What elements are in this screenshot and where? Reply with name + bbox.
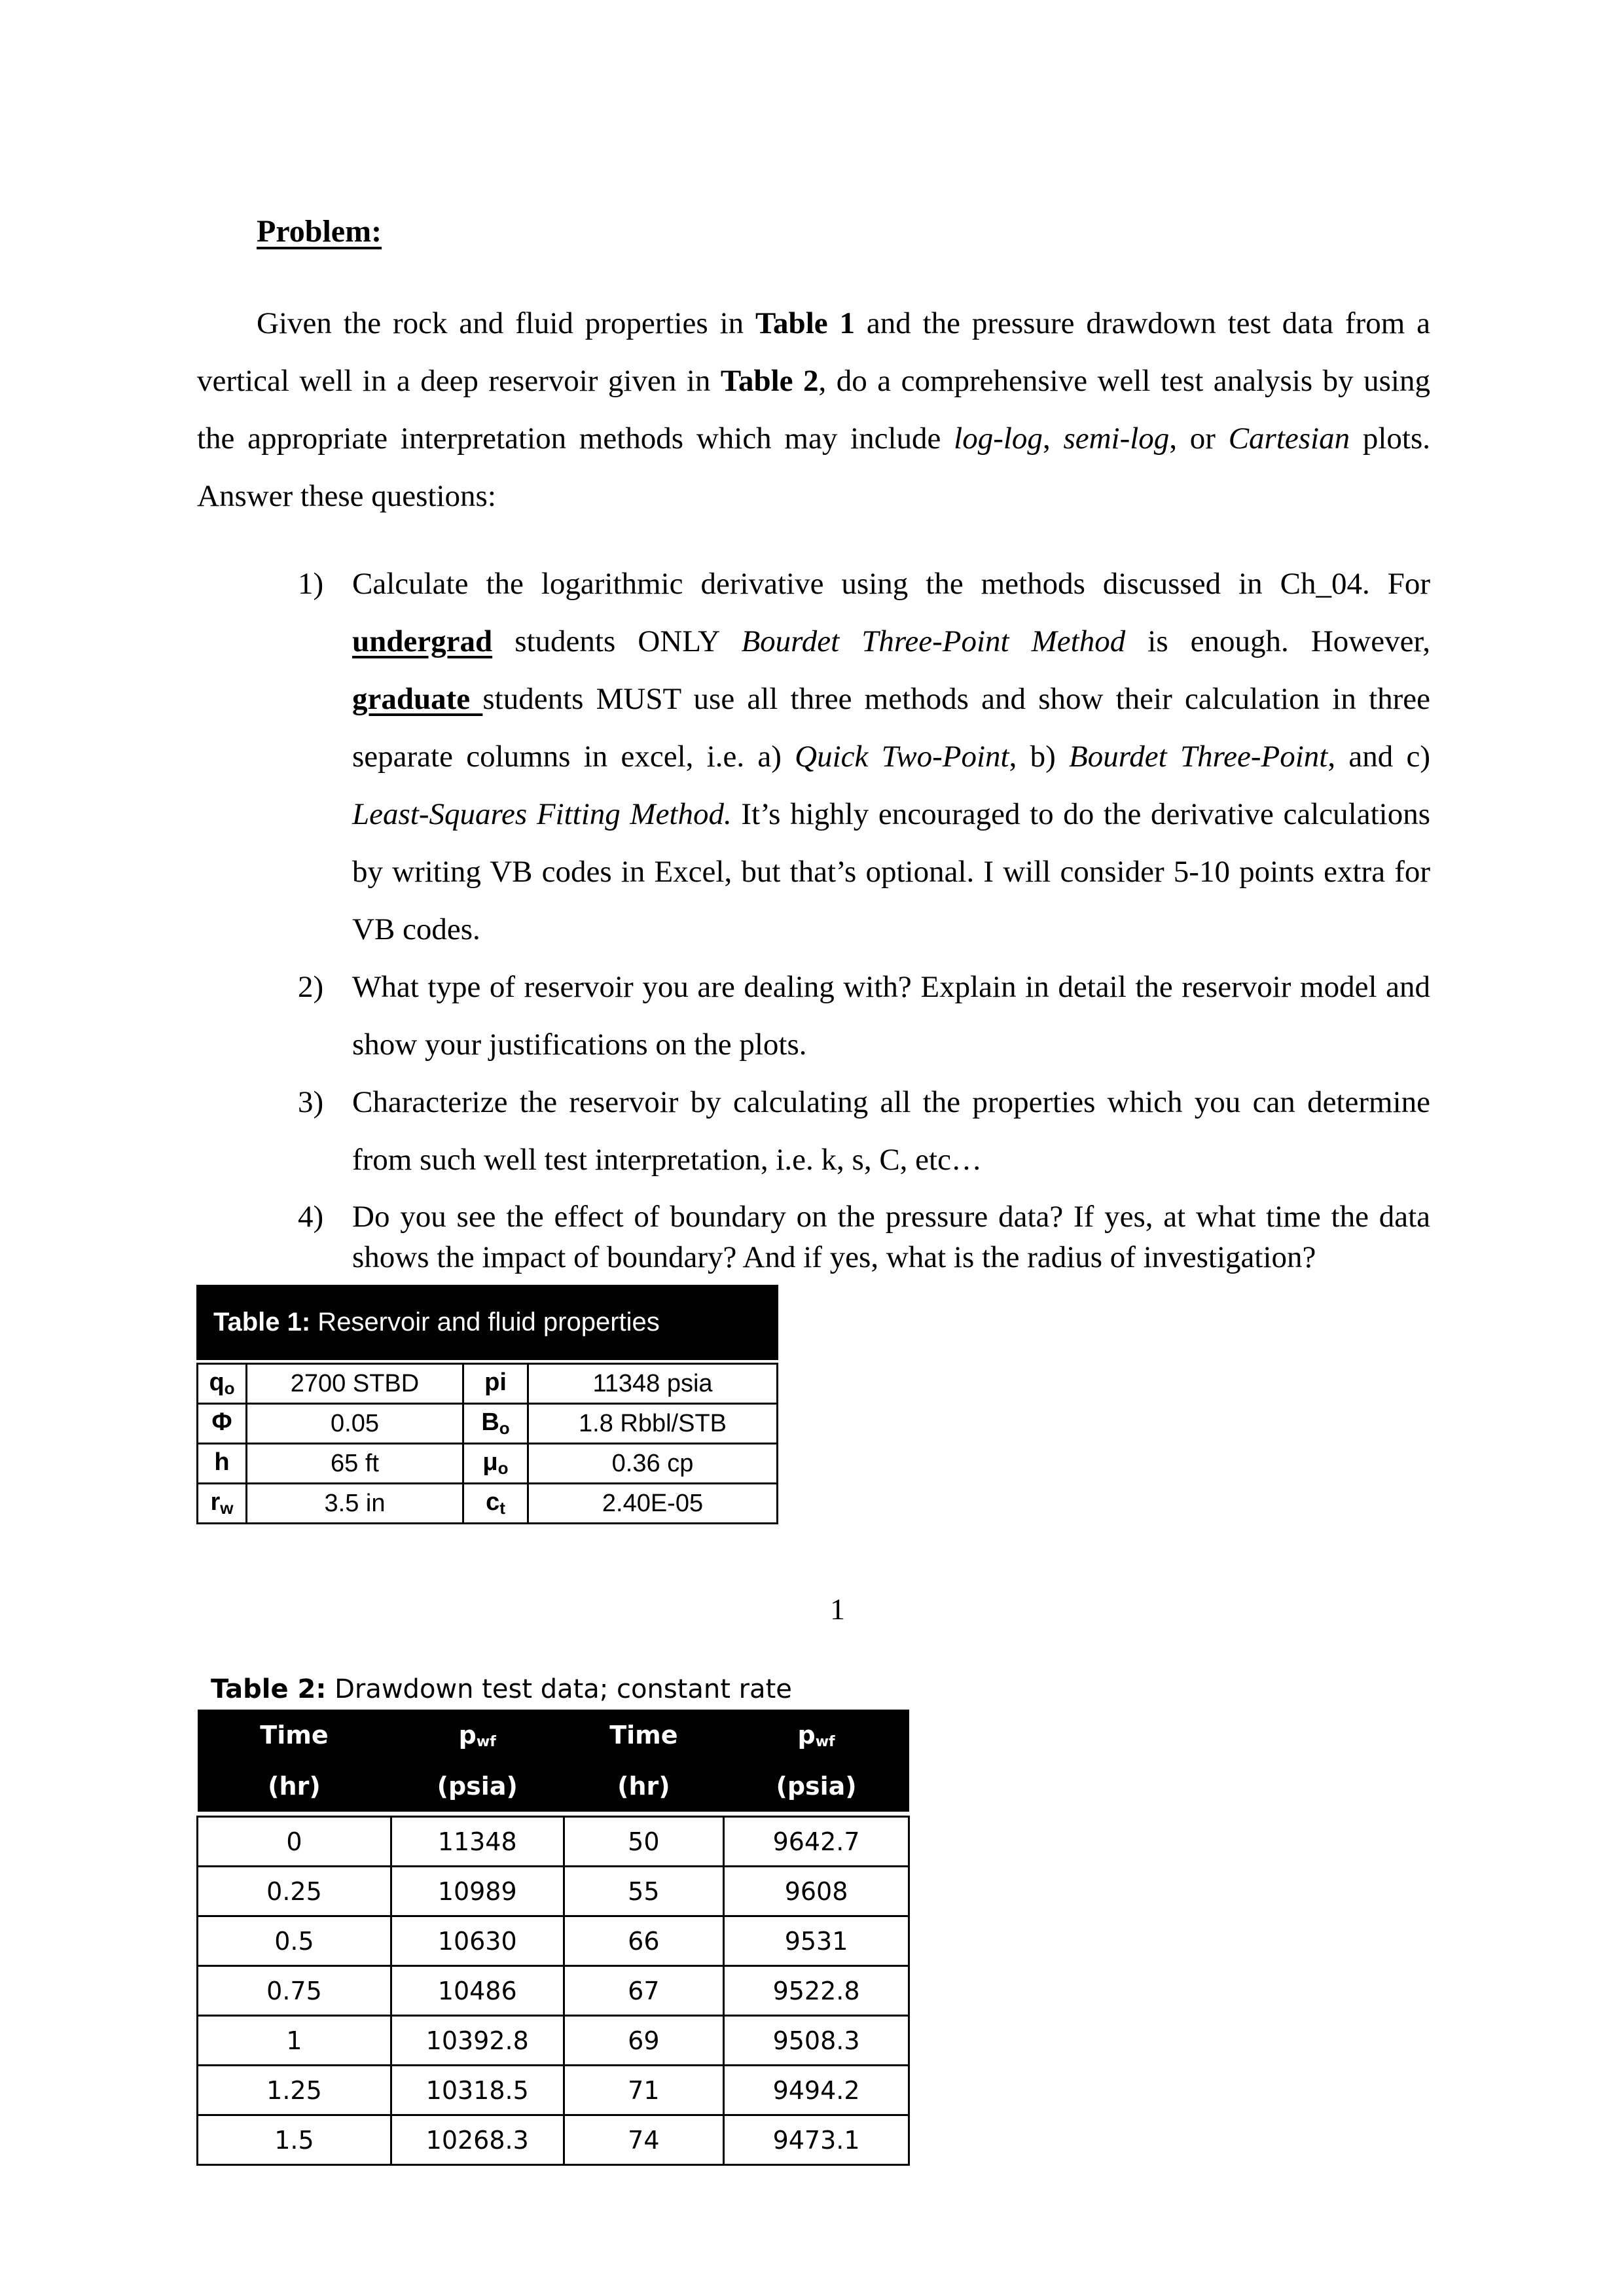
intro-paragraph: Given the rock and fluid properties in Table 1 and the pressure drawdown test data from a vertical well in a deep reservoir given in Table 2, do a comprehensive well test analysis by using the appropriate interpretation methods which may include log-log, semi-log, or Cartesian plots. Answer these questions: bbox=[197, 306, 1431, 513]
table-row: 0.5 10630 66 9531 bbox=[198, 1916, 909, 1966]
undergrad-emphasis: undergrad bbox=[352, 624, 493, 658]
graduate-emphasis: graduate bbox=[352, 682, 483, 716]
table-row: h 65 ft $\mu_o$ 0.36 cp bbox=[198, 1444, 778, 1484]
question-list bbox=[298, 555, 1430, 1278]
table-row: 1.25 10318.5 71 9494.2 bbox=[198, 2066, 909, 2115]
question-4: 4) Do you see the effect of boundary on the pressure data? If yes, at what time the data shows the impact of boundary? And if yes, what is the radius of investigation? bbox=[298, 1200, 1430, 1274]
question-1: 1) Calculate the logarithmic derivative using the methods discussed in Ch_04. For undergrad students ONLY Bourdet Three-Point Method is enough. However, graduate students MUST use all three methods and show their calculation in three separate columns in excel, i.e. a) Quick Two-Point, b) Bourdet Three-Point, and c) Least-Squares Fitting Method. It’s highly encouraged to do the derivative calculations by writing VB codes in Excel, but that’s optional. I will consider 5-10 points extra for VB codes. bbox=[298, 567, 1431, 946]
question-2: 2) What type of reservoir you are dealing with? Explain in detail the reservoir model and show your justifications on the plots. bbox=[298, 970, 1430, 1062]
table-1-grid bbox=[196, 1363, 778, 1524]
table-1 bbox=[196, 1285, 778, 1524]
page-title: Problem: bbox=[257, 214, 382, 249]
table-row: Φ 0.05 $B_o$ 1.8 Rbbl/STB bbox=[198, 1404, 778, 1444]
table-1-caption: Table 1: Reservoir and fluid properties bbox=[196, 1285, 778, 1360]
table-row: 0.25 10989 55 9608 bbox=[198, 1867, 909, 1916]
question-3: 3) Characterize the reservoir by calculating all the properties which you can determine from such well test interpretation, i.e. k, s, C, etc… bbox=[298, 1085, 1430, 1177]
table-row: 0.75 10486 67 9522.8 bbox=[198, 1966, 909, 2016]
table-2 bbox=[196, 1710, 910, 2166]
table-row: $r_w$ 3.5 in $c_t$ 2.40E-05 bbox=[198, 1484, 778, 1524]
page-number: 1 bbox=[830, 1592, 845, 1626]
table-row: 1 10392.8 69 9508.3 bbox=[198, 2016, 909, 2066]
table-2-header-row: Time pwf Time pwf bbox=[198, 1710, 909, 1761]
table-2-units-row: (hr) (psia) (hr) (psia) bbox=[198, 1761, 909, 1812]
table-row: $q_o$ 2700 STBD pi 11348 psia bbox=[198, 1364, 778, 1404]
table-row: 0 11348 50 9642.7 bbox=[198, 1817, 909, 1867]
table-2-caption: Table 2: Drawdown test data; constant rate bbox=[211, 1674, 792, 1704]
table-row: 1.5 10268.3 74 9473.1 bbox=[198, 2115, 909, 2165]
